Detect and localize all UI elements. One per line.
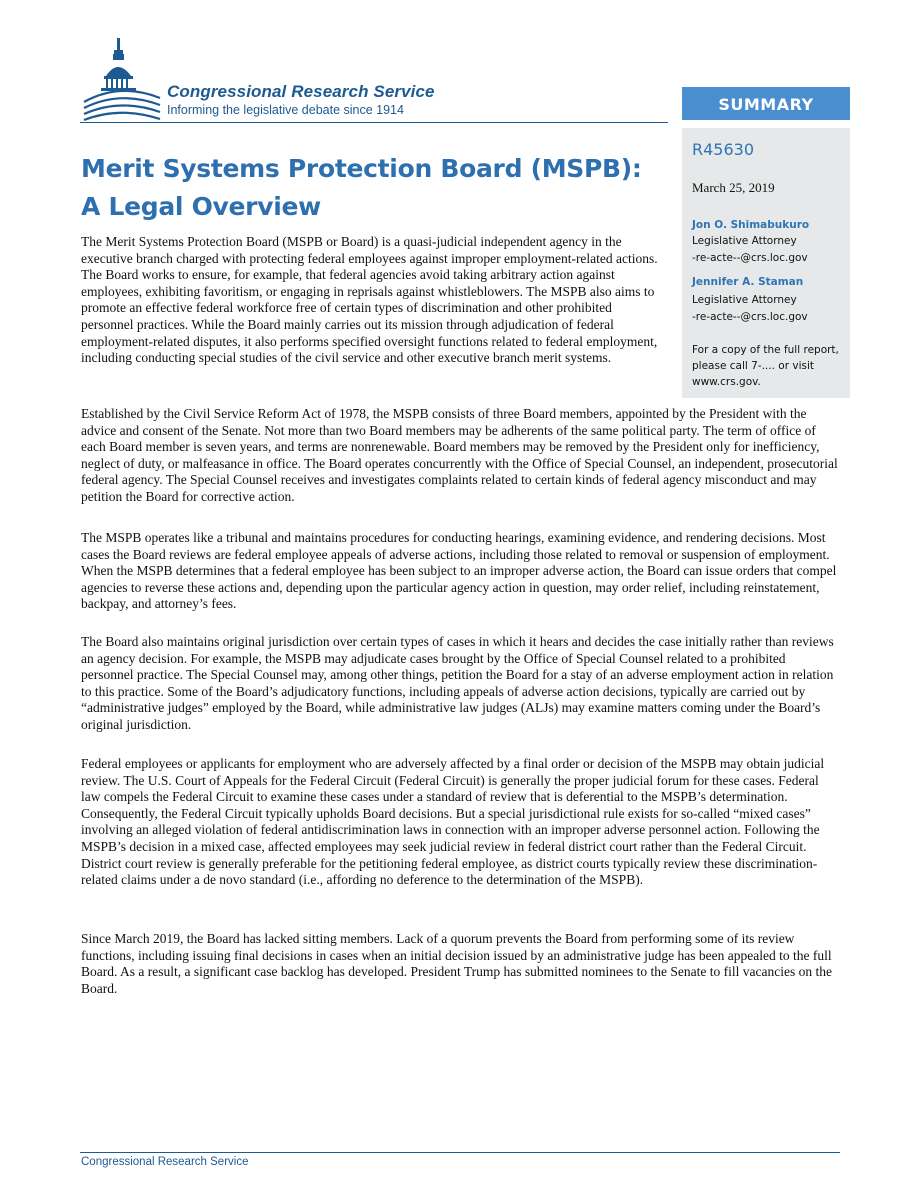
footer-divider <box>80 1152 840 1153</box>
body-paragraph: Federal employees or applicants for employment who are adversely affected by a final order or decision of the MSPB may obtain judicial review. The U.S. Court of Appeals for the Federal Circuit (Federal Circuit) is generally the proper judicial forum for these cases. Federal law compels the Federal Circuit to examine these cases under a standard of review that is deferential to the MSPB’s determination. Consequently, the Federal Circuit typically upholds Board decisions. But a special jurisdictional rule exists for so-called “mixed cases” involving an alleged violation of federal antidiscrimination laws in connection with an improper adverse personnel action. Following the MSPB’s decision in a mixed case, affected employees may seek judicial review in federal district court rather than the Federal Circuit. District court review is generally preferable for the petitioning federal employee, as district courts typically review these discrimination-related claims under a de novo standard (i.e., affording no deference to the determination of the MSPB). <box>81 756 825 888</box>
body-paragraph: Established by the Civil Service Reform Act of 1978, the MSPB consists of three Board members, appointed by the President with the advice and consent of the Senate. Not more than two Board members may be adherents of the same political party. The term of office of each Board member is seven years, and terms are nonrenewable. Board members may be removed by the President only for inefficiency, neglect of duty, or malfeasance in office. The Board operates concurrently with the Office of Special Counsel, an independent, prosecutorial federal agency. The Special Counsel receives and investigates complaints related to certain kinds of federal agency misconduct and may petition the Board for corrective action. <box>81 406 838 504</box>
capitol-dome-icon <box>80 36 162 126</box>
crs-logo <box>80 36 480 126</box>
author-title: Legislative Attorney <box>692 235 797 247</box>
footer-org-name: Congressional Research Service <box>81 1156 249 1168</box>
report-number: R45630 <box>692 140 755 159</box>
summary-sidebar <box>682 128 850 398</box>
report-date: March 25, 2019 <box>692 180 775 195</box>
intro-paragraph: The Merit Systems Protection Board (MSPB or Board) is a quasi-judicial independent agency in the executive branch charged with protecting federal employees against improper employment-related actions. The Board works to ensure, for example, that federal agencies avoid taking arbitrary action against employees, exhibiting favoritism, or engaging in reprisals against whistleblowers. The MSPB also aims to promote an effective federal workforce free of certain types of discrimination and other prohibited personnel practices. While the Board mainly carries out its mission through adjudication of federal employment-related disputes, it also performs specified oversight functions related to federal employment, including conducting special studies of the civil service and other executive branch merit systems. <box>81 234 658 366</box>
author-email[interactable]: -re-acte--@crs.loc.gov <box>692 311 808 323</box>
report-title-line1: Merit Systems Protection Board (MSPB): <box>81 154 642 183</box>
body-paragraph: Since March 2019, the Board has lacked sitting members. Lack of a quorum prevents the Board from performing some of its review functions, including issuing final decisions in cases when an initial decision issued by an administrative judge has been appealed to the full Board. As a result, a significant case backlog has developed. President Trump has submitted nominees to the Senate to fill vacancies on the Board. <box>81 931 832 996</box>
copy-note: For a copy of the full report, <box>692 344 839 356</box>
author-title: Legislative Attorney <box>692 294 797 306</box>
body-paragraph: The Board also maintains original jurisdiction over certain types of cases in which it hears and decides the case initially rather than reviews an agency decision. For example, the MSPB may adjudicate cases brought by the Office of Special Counsel related to a prohibited personnel practice. The Special Counsel may, among other things, petition the Board for a stay of an adverse employment action in relation to this practice. Some of the Board’s adjudicatory functions, including appeals of adverse action decisions, typically are carried out by “administrative judges” employed by the Board, while administrative law judges (ALJs) may examine matters coming under the Board’s original jurisdiction. <box>81 634 834 732</box>
author-name: Jennifer A. Staman <box>692 276 804 288</box>
author-name: Jon O. Shimabukuro <box>692 219 810 231</box>
header-divider <box>80 122 668 123</box>
org-name: Congressional Research Service <box>167 82 435 101</box>
report-title-line2: A Legal Overview <box>81 192 321 221</box>
crs-website-link[interactable]: www.crs.gov. <box>692 376 761 388</box>
author-email[interactable]: -re-acte--@crs.loc.gov <box>692 252 808 264</box>
summary-heading: SUMMARY <box>682 87 850 120</box>
copy-note: please call 7-.... or visit <box>692 360 814 372</box>
report-title <box>81 150 642 226</box>
body-paragraph: The MSPB operates like a tribunal and maintains procedures for conducting hearings, examining evidence, and rendering decisions. Most cases the Board reviews are federal employee appeals of adverse actions, including those related to removal or suspension of employment. When the MSPB determines that a federal employee has been subject to an improper adverse action, the Board can issue orders that compel agencies to reverse these actions and, depending upon the particular agency action in question, may order relief, including reinstatement, backpay, and attorney’s fees. <box>81 530 837 612</box>
org-tagline: Informing the legislative debate since 1914 <box>167 103 404 117</box>
